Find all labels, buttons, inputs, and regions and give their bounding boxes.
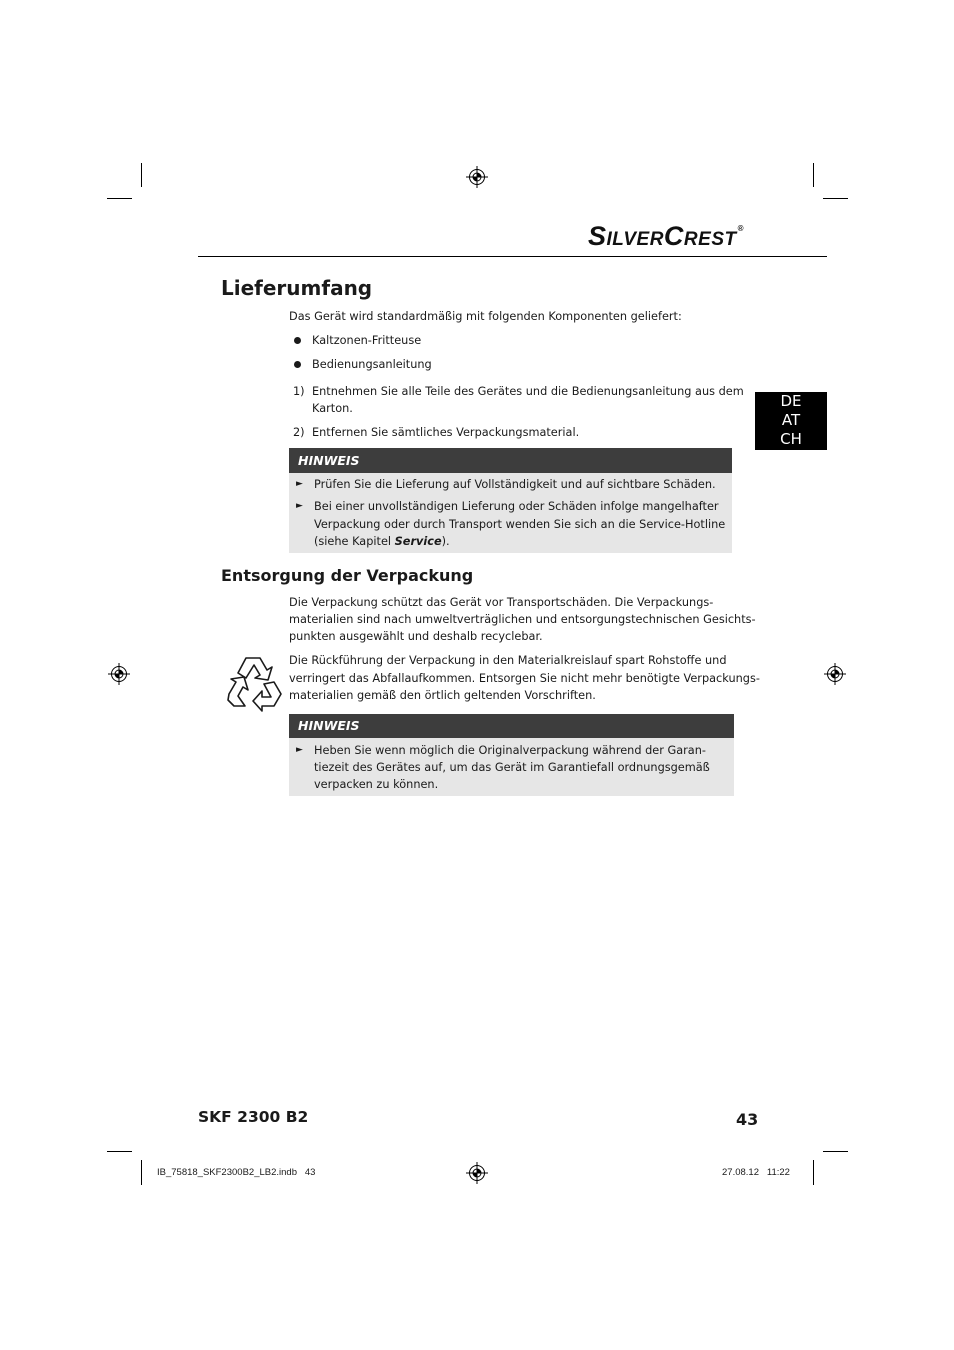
paragraph-line: punkten ausgewählt und deshalb recyclebar. xyxy=(289,630,543,643)
paragraph-line: Die Verpackung schützt das Gerät vor Transportschäden. Die Verpackungs- xyxy=(289,596,714,609)
registration-mark-icon xyxy=(108,663,130,685)
note-text: (siehe Kapitel xyxy=(314,535,395,548)
step-text: Entnehmen Sie alle Teile des Gerätes und die Bedienungsanleitung aus dem xyxy=(312,385,744,398)
step-text: Karton. xyxy=(312,402,353,415)
arrow-bullet-icon: ► xyxy=(296,479,303,489)
logo-letter: C xyxy=(663,221,684,251)
registration-mark-icon xyxy=(824,663,846,685)
step-number: 1) xyxy=(293,385,305,398)
paragraph-line: verringert das Abfallaufkommen. Entsorgen Sie nicht mehr benötigte Verpackungs- xyxy=(289,672,760,685)
language-code: CH xyxy=(780,430,802,448)
crop-mark xyxy=(107,1151,132,1152)
chapter-ref: Service xyxy=(394,535,442,548)
note-item xyxy=(314,533,450,550)
paragraph-line: materialien sind nach umweltverträglichen und entsorgungstechnischen Gesichts- xyxy=(289,613,756,626)
note-text: ). xyxy=(441,535,450,548)
page-number: 43 xyxy=(736,1110,759,1129)
note-item: Bei einer unvollständigen Lieferung oder Schäden infolge mangelhafter xyxy=(314,500,719,513)
logo-letters: ILVER xyxy=(606,229,664,250)
registration-mark-icon xyxy=(466,1162,488,1184)
crop-mark xyxy=(813,1160,814,1185)
note-item: verpacken zu können. xyxy=(314,778,439,791)
print-slug-date: 27.08.12 11:22 xyxy=(722,1167,790,1178)
bullet-dot xyxy=(294,361,301,368)
section-title: Lieferumfang xyxy=(221,276,373,300)
crop-mark xyxy=(813,163,814,187)
section-title: Entsorgung der Verpackung xyxy=(221,566,474,585)
crop-mark xyxy=(823,1151,848,1152)
note-item: Prüfen Sie die Lieferung auf Vollständigkeit und auf sichtbare Schäden. xyxy=(314,478,716,491)
note-header: HINWEIS xyxy=(289,448,732,473)
crop-mark xyxy=(141,163,142,187)
note-item: Heben Sie wenn möglich die Originalverpackung während der Garan- xyxy=(314,744,706,757)
paragraph-line: Die Rückführung der Verpackung in den Materialkreislauf spart Rohstoffe und xyxy=(289,654,727,667)
intro-text: Das Gerät wird standardmäßig mit folgenden Komponenten geliefert: xyxy=(289,310,682,323)
language-tab xyxy=(755,392,827,450)
logo-letter: S xyxy=(588,221,607,251)
list-item: Kaltzonen-Fritteuse xyxy=(312,334,422,347)
step-number: 2) xyxy=(293,426,305,439)
logo-letters: REST xyxy=(683,229,737,250)
header-rule xyxy=(198,256,827,257)
list-item: Bedienungsanleitung xyxy=(312,358,432,371)
step-text: Entfernen Sie sämtliches Verpackungsmaterial. xyxy=(312,426,580,439)
bullet-dot xyxy=(294,337,301,344)
note-item: Verpackung oder durch Transport wenden Sie sich an die Service-Hotline xyxy=(314,518,726,531)
note-header: HINWEIS xyxy=(289,714,734,738)
registration-mark-icon xyxy=(466,166,488,188)
language-code: AT xyxy=(781,411,801,429)
crop-mark xyxy=(823,198,848,199)
language-code: DE xyxy=(780,392,802,410)
paragraph-line: materialien gemäß den örtlich geltenden Vorschriften. xyxy=(289,689,596,702)
note-item: tiezeit des Gerätes auf, um das Gerät im Garantiefall ordnungsgemäß xyxy=(314,761,710,774)
crop-mark xyxy=(107,198,132,199)
brand-logo xyxy=(588,221,744,252)
crop-mark xyxy=(141,1160,142,1185)
print-slug-file: IB_75818_SKF2300B2_LB2.indb 43 xyxy=(157,1167,316,1178)
recycling-icon xyxy=(224,654,286,712)
model-number: SKF 2300 B2 xyxy=(198,1108,309,1126)
arrow-bullet-icon: ► xyxy=(296,501,303,511)
registered-mark: ® xyxy=(737,224,745,233)
arrow-bullet-icon: ► xyxy=(296,745,303,755)
